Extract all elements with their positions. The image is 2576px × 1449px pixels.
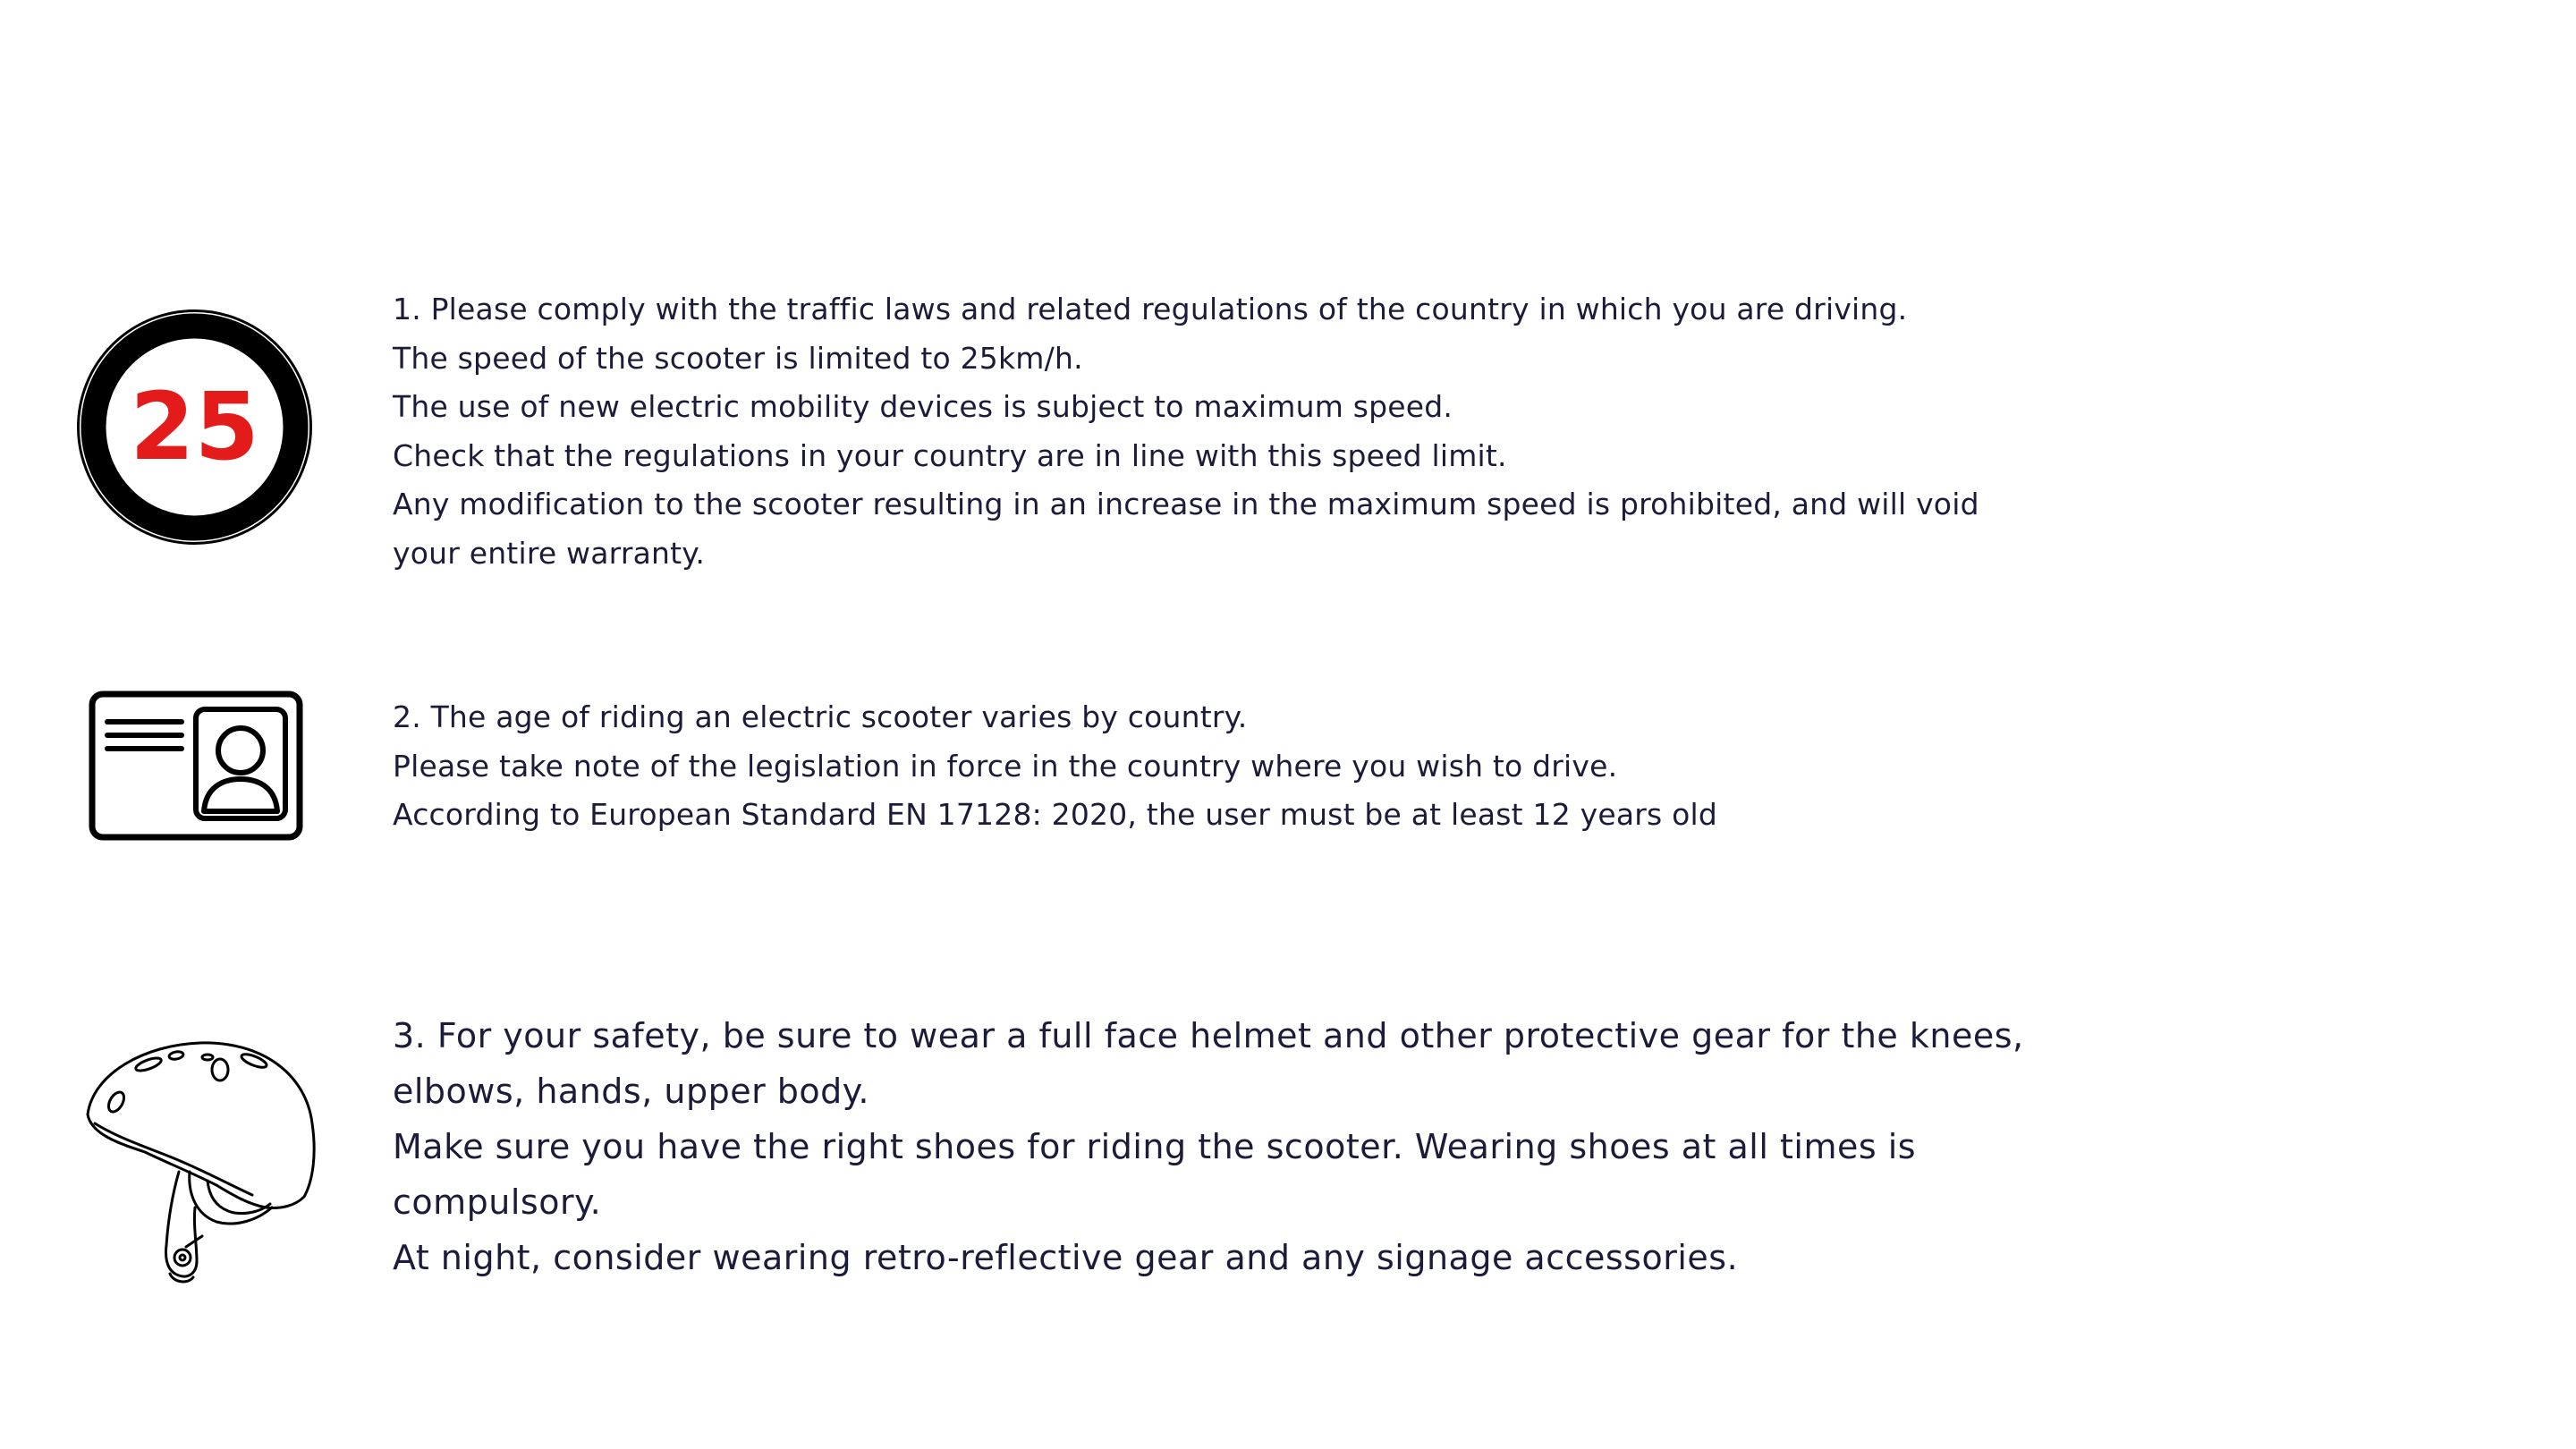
id-card-icon xyxy=(88,690,304,842)
helmet-icon xyxy=(82,1038,322,1286)
speed-regulation-text xyxy=(393,285,2092,578)
text-line: The use of new electric mobility devices is subject to maximum speed. xyxy=(393,389,1453,424)
text-line: Check that the regulations in your country are in line with this speed limit. xyxy=(393,437,1507,473)
text-line: your entire warranty. xyxy=(393,535,706,571)
rider-age-text xyxy=(393,693,2092,840)
text-line: 3. For your safety, be sure to wear a full face helmet and other protective gear for the knees, xyxy=(393,1016,2024,1055)
text-line: 1. Please comply with the traffic laws and related regulations of the country in which you are driving. xyxy=(393,292,1908,326)
text-line: elbows, hands, upper body. xyxy=(393,1072,869,1111)
text-line: 2. The age of riding an electric scooter varies by country. xyxy=(393,699,1248,734)
speed-limit-number: 25 xyxy=(130,372,259,481)
text-line: At night, consider wearing retro-reflective gear and any signage accessories. xyxy=(393,1238,1739,1277)
speed-limit-sign-icon xyxy=(76,309,313,546)
text-line: Please take note of the legislation in force in the country where you wish to drive. xyxy=(393,748,1618,784)
text-line: According to European Standard EN 17128: 2020, the user must be at least 12 years old xyxy=(393,797,1718,832)
text-line: Make sure you have the right shoes for riding the scooter. Wearing shoes at all times is xyxy=(393,1127,1917,1166)
text-line: Any modification to the scooter resulting in an increase in the maximum speed is prohibited, and will void xyxy=(393,487,1979,521)
protective-gear-text xyxy=(393,1008,2092,1285)
text-line: compulsory. xyxy=(393,1182,602,1222)
text-line: The speed of the scooter is limited to 25km/h. xyxy=(393,340,1083,376)
